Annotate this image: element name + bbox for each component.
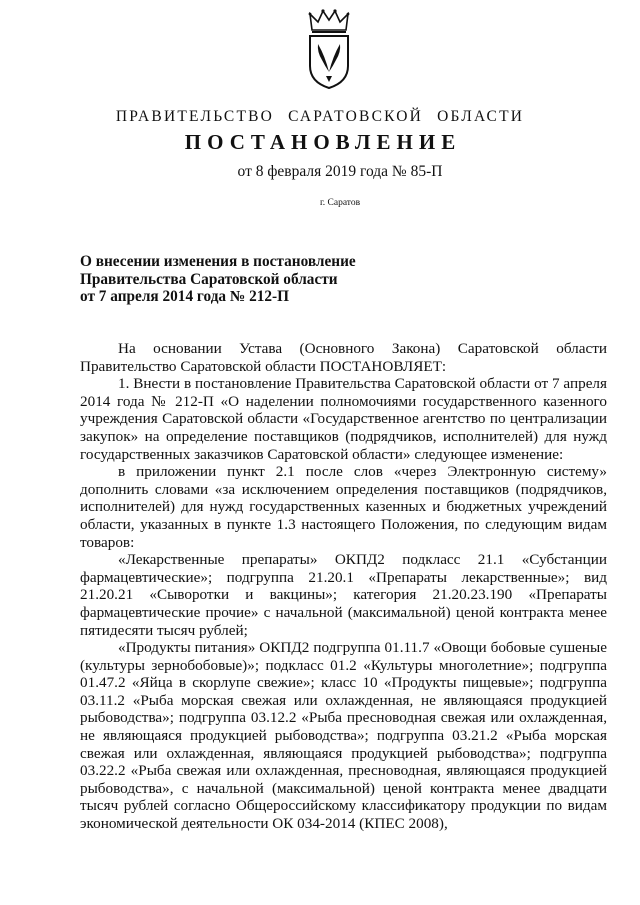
document-subject: [80, 253, 440, 306]
paragraph-amendment: в приложении пункт 2.1 после слов «через Электронную систему» дополнить словами «за исключением определения поставщиков (подрядчиков, исполнителей) для нужд государственных казенных и бюджетных учреждений области, указанных в пункте 1.3 настоящего Положения, по следующим видам товаров:: [80, 463, 607, 551]
document-body: [80, 340, 607, 833]
paragraph-item-1: 1. Внести в постановление Правительства Саратовской области от 7 апреля 2014 года № 212-П «О наделении полномочиями государственного казенного учреждения Саратовской области «Государственное агентство по централизации закупок» на определение поставщиков (подрядчиков, исполнителей) для нужд государственных заказчиков Саратовской области» следующее изменение:: [80, 375, 607, 463]
paragraph-preamble: На основании Устава (Основного Закона) Саратовской области Правительство Саратовской области ПОСТАНОВЛЯЕТ:: [80, 340, 607, 375]
subject-line: от 7 апреля 2014 года № 212-П: [80, 288, 290, 305]
saratov-coat-of-arms-icon: [298, 8, 360, 90]
document-type-title: ПОСТАНОВЛЕНИЕ: [184, 130, 462, 154]
subject-line: О внесении изменения в постановление: [80, 253, 356, 270]
document-date-number: от 8 февраля 2019 года № 85-П: [237, 163, 443, 180]
subject-line: Правительства Саратовской области: [80, 270, 338, 288]
document-place: г. Саратов: [319, 198, 361, 208]
paragraph-medicines: «Лекарственные препараты» ОКПД2 подкласс 21.1 «Субстанции фармацевтические»; подгруппа 21.20.1 «Препараты лекарственные»; вид 21.20.21 «Сыворотки и вакцины»; категория 21.20.23.190 «Препараты фармацевтические прочие» с начальной (максимальной) ценой контракта менее пятидесяти тысяч рублей;: [80, 551, 607, 639]
paragraph-food-products: «Продукты питания» ОКПД2 подгруппа 01.11.7 «Овощи бобовые сушеные (культуры зернобобовые)»; подкласс 01.2 «Культуры многолетние»; подгруппа 01.47.2 «Яйца в скорлупе свежие»; класс 10 «Продукты пищевые»; подгруппа 03.11.2 «Рыба морская свежая или охлажденная, не являющаяся продукцией рыбоводства»; подгруппа 03.12.2 «Рыба пресноводная свежая или охлажденная, не являющаяся продукцией рыбоводства»; подгруппа 03.21.2 «Рыба морская свежая или охлажденная, являющаяся продукцией рыбоводства»; подгруппа 03.22.2 «Рыба свежая или охлажденная, пресноводная, являющаяся продукцией рыбоводства», с начальной (максимальной) ценой контракта менее двадцати тысяч рублей согласно Общероссийскому классификатору продукции по видам экономической деятельности ОК 034-2014 (КПЕС 2008),: [80, 639, 607, 833]
government-title: ПРАВИТЕЛЬСТВО САРАТОВСКОЙ ОБЛАСТИ: [115, 108, 525, 125]
